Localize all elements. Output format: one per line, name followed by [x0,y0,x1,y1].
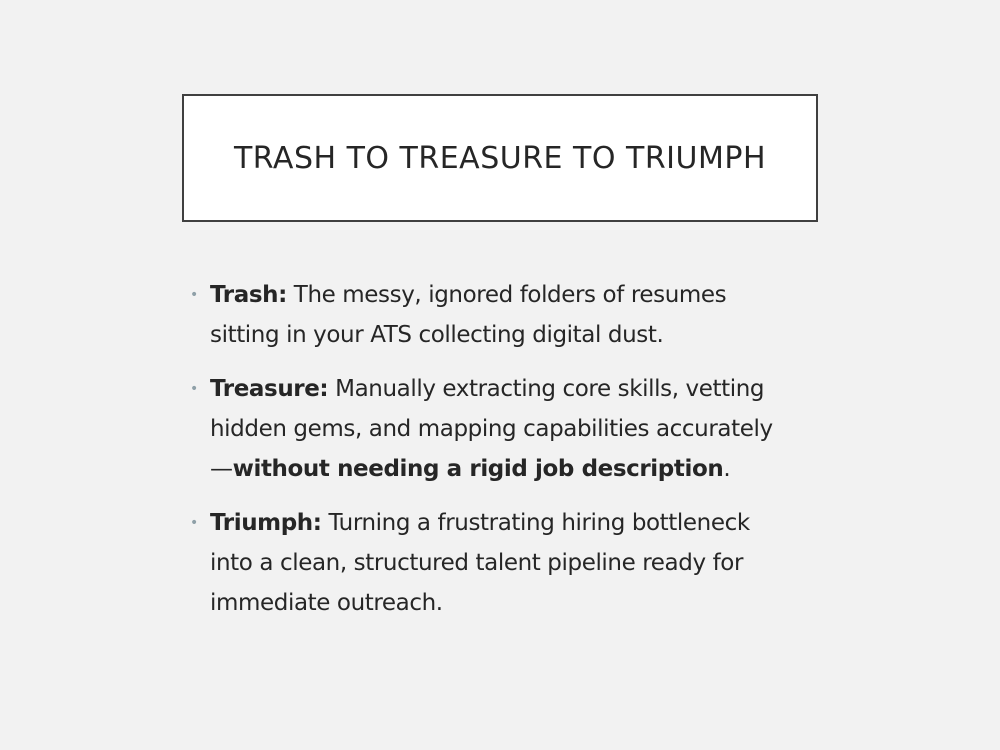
bullet-item-trash [186,275,786,355]
bullet-marker-icon: • [190,381,198,397]
bullet-term: Treasure: [210,376,329,402]
bullet-list [186,275,786,637]
bullet-emphasis: without needing a rigid job description [232,456,724,482]
bullet-text: Manually extracting core skills, vetting hidden gems, and mapping capabilities accurately— [210,376,773,482]
slide-title: TRASH TO TREASURE TO TRIUMPH [233,140,767,176]
bullet-item-treasure [186,369,786,489]
bullet-marker-icon: • [190,287,198,303]
bullet-term: Triumph: [210,510,322,536]
bullet-text: The messy, ignored folders of resumes sitting in your ATS collecting digital dust. [210,282,727,348]
bullet-text: Turning a frustrating hiring bottleneck into a clean, structured talent pipeline ready for immediate outreach. [210,510,750,616]
bullet-tail: . [723,456,731,482]
title-box [182,94,818,222]
bullet-term: Trash: [210,282,287,308]
bullet-marker-icon: • [190,515,198,531]
bullet-item-triumph [186,503,786,623]
